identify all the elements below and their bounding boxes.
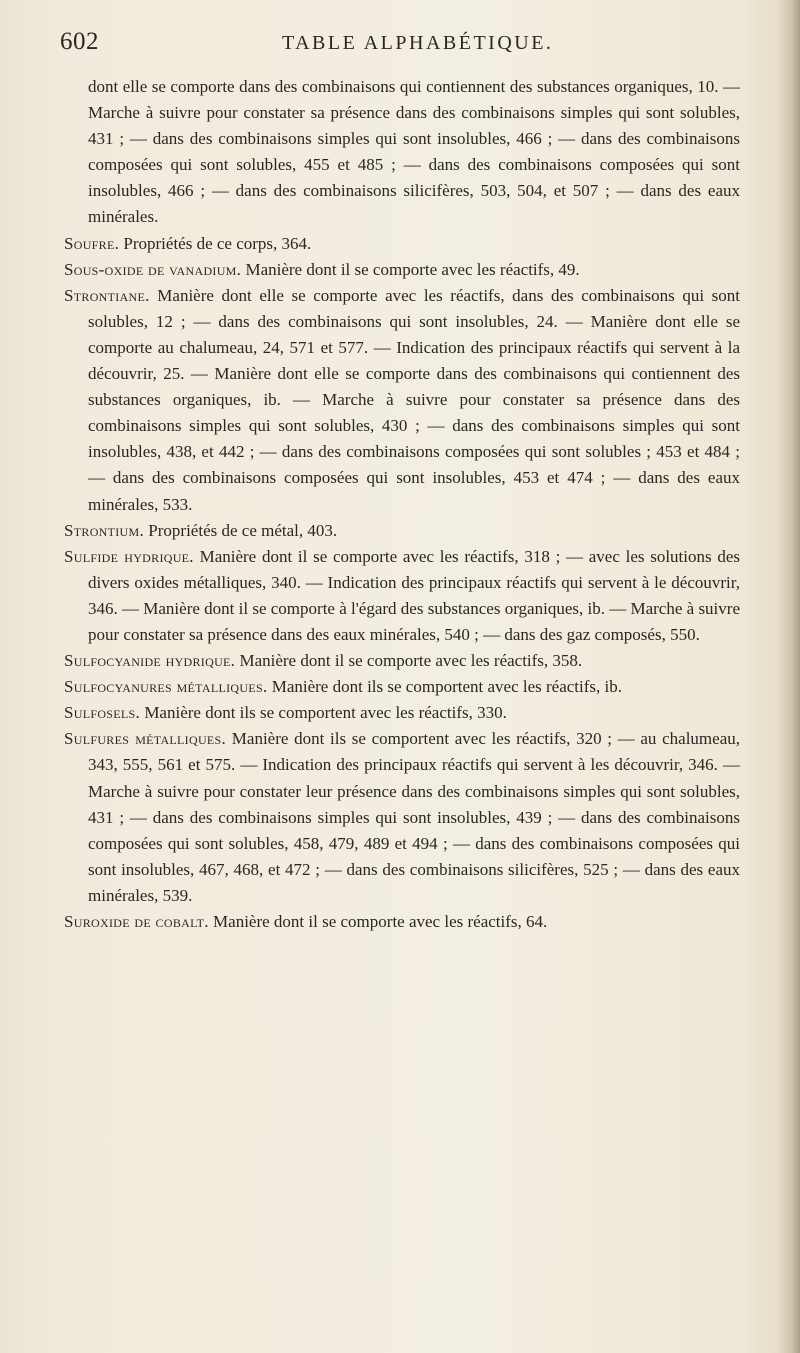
entry-text: Propriétés de ce corps, 364. [123,233,312,253]
entry-headword: Suroxide de cobalt. [64,912,209,931]
entry-headword: Strontiane. [64,285,150,305]
entry-headword: Sous-oxide de vanadium. [64,259,242,279]
running-title: TABLE ALPHABÉTIQUE. [282,32,554,54]
entry-text: Manière dont il se comporte avec les réactifs, 49. [245,259,580,279]
page-number: 602 [60,28,99,55]
index-entry-soufre [64,231,740,257]
index-entry-strontium [64,518,740,544]
entry-text: Manière dont elle se comporte avec les réactifs, dans des combinaisons qui sont solubles, 12 ; — dans des combinaisons qui sont insolubles, 24. — Manière dont elle se comporte au chalumeau, 24, 571 et 577. — Indication des principaux réactifs qui servent à la découvrir, 25. — Manière dont elle se comporte dans des combinaisons qui contiennent des substances organiques, ib. — Marche à suivre pour constater sa présence dans des combinaisons simples qui sont solubles, 430 ; — dans des combinaisons simples qui sont insolubles, 438, et 442 ; — dans des combinaisons composées qui sont solubles ; 453 et 484 ; — dans des combinaisons composées qui sont insolubles, 453 et 474 ; — dans des eaux minérales, 533. [88,285,740,514]
entry-headword: Strontium. [64,520,145,540]
entry-headword: Sulfocyanide hydrique. [64,651,236,671]
entry-text: Manière dont ils se comportent avec les réactifs, ib. [271,677,622,697]
entry-text: Propriétés de ce métal, 403. [148,520,338,540]
page-edge-shadow [778,0,800,1353]
index-entry-sulfures-metalliques [64,726,740,909]
entry-text: Manière dont ils se comportent avec les réactifs, 330. [144,703,507,723]
index-entry-continuation [64,74,740,231]
entry-text: Manière dont il se comporte avec les réactifs, 358. [239,651,583,671]
entry-headword: Soufre. [64,233,120,253]
index-entry-suroxide-de-cobalt [64,909,740,935]
index-entry-sulfide-hydrique [64,544,740,648]
entry-headword: Sulfide hydrique. [64,546,194,566]
index-body [64,74,740,935]
index-entry-sulfocyanures-metalliques [64,674,740,700]
entry-text: Manière dont il se comporte avec les réactifs, 64. [213,912,548,931]
index-entry-sulfosels [64,700,740,726]
page-header [60,28,740,68]
entry-headword: Sulfosels. [64,703,141,723]
entry-text: Manière dont ils se comportent avec les réactifs, 320 ; — au chalumeau, 343, 555, 561 et 575. — Indication des principaux réactifs qui servent à les découvrir, 346. — Marche à suivre pour constater leur présence dans des combinaisons simples qui sont solubles, 431 ; — dans des combinaisons simples qui sont insolubles, 439 ; — dans des combinaisons composées qui sont solubles, 458, 479, 489 et 494 ; — dans des combinaisons composées qui sont insolubles, 467, 468, et 472 ; — dans des combinaisons silicifères, 525 ; — dans des eaux minérales, 539. [88,729,740,905]
entry-text: dont elle se comporte dans des combinaisons qui contiennent des substances organiques, 10. — Marche à suivre pour constater sa présence dans des combinaisons simples qui sont solubles, 431 ; — dans des combinaisons simples qui sont insolubles, 466 ; — dans des combinaisons composées qui sont solubles, 455 et 485 ; — dans des combinaisons composées qui sont insolubles, 466 ; — dans des combinaisons silicifères, 503, 504, et 507 ; — dans des eaux minérales. [88,77,740,227]
index-entry-sous-oxide-de-vanadium [64,257,740,283]
index-entry-sulfocyanide-hydrique [64,648,740,674]
entry-headword: Sulfocyanures métalliques. [64,677,268,697]
entry-text: Manière dont il se comporte avec les réactifs, 318 ; — avec les solutions des divers oxides métalliques, 340. — Indication des principaux réactifs qui servent à le découvrir, 346. — Manière dont il se comporte à l'égard des substances organiques, ib. — Marche à suivre pour constater sa présence dans des eaux minérales, 540 ; — dans des gaz composés, 550. [88,546,740,644]
entry-headword: Sulfures métalliques. [64,729,227,749]
index-entry-strontiane [64,283,740,518]
